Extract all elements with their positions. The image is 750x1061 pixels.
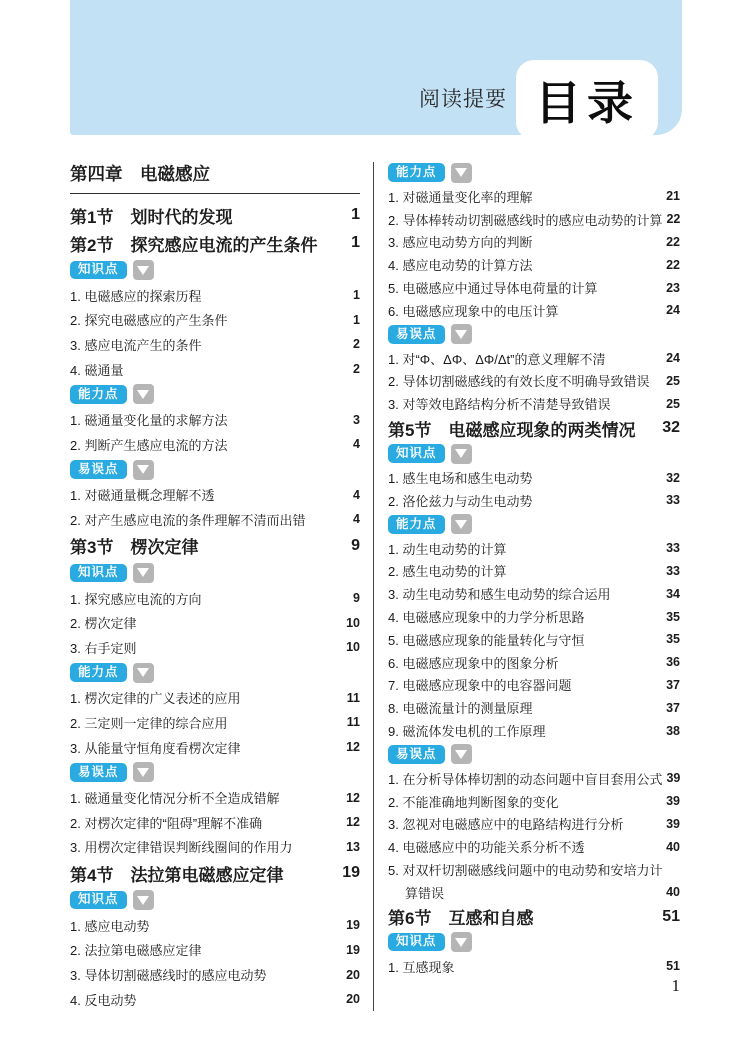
toc-item-page: 3 — [353, 412, 360, 427]
toc-item-page: 35 — [666, 632, 680, 647]
toc-item — [70, 810, 360, 835]
toc-item — [70, 407, 360, 432]
toc-item — [70, 686, 360, 711]
chevron-down-icon — [451, 744, 472, 764]
toc-item-page: 33 — [666, 493, 680, 508]
section-row — [388, 415, 680, 441]
title-box — [516, 60, 658, 140]
toc-item — [388, 628, 680, 651]
badge-ability: 能力点 — [388, 515, 445, 534]
toc-item-page: 10 — [346, 640, 360, 655]
toc-item-text: 2. 法拉第电磁感应定律 — [70, 943, 202, 959]
toc-item-page: 33 — [666, 541, 680, 556]
section-page: 1 — [351, 234, 360, 251]
toc-item-text: 2. 洛伦兹力与动生电动势 — [388, 493, 533, 509]
toc-item-text: 7. 电磁感应现象中的电容器问题 — [388, 678, 572, 694]
section-page: 32 — [662, 419, 680, 437]
toc-item — [388, 790, 680, 813]
toc-item-page: 20 — [346, 992, 360, 1007]
toc-item-text: 2. 导体棒转动切割磁感线时的感应电动势的计算 — [388, 212, 663, 228]
toc-item — [388, 231, 680, 254]
column-divider — [373, 162, 374, 1011]
toc-item-page: 34 — [666, 586, 680, 601]
badge-row-knowledge — [388, 930, 680, 955]
toc-item-text: 3. 从能量守恒角度看楞次定律 — [70, 740, 241, 756]
toc-item-text: 2. 对产生感应电流的条件理解不清而出错 — [70, 512, 306, 528]
toc-item-page: 20 — [346, 967, 360, 982]
toc-item-page: 19 — [346, 918, 360, 933]
toc-item-page: 9 — [353, 591, 360, 606]
toc-item-text: 1. 感应电动势 — [70, 918, 150, 934]
chevron-down-icon — [451, 324, 472, 344]
toc-item-text: 1. 动生电动势的计算 — [388, 541, 507, 557]
toc-item-text: 5. 对双杆切割磁感线问题中的电动势和安培力计 — [388, 863, 663, 879]
toc-item — [388, 208, 680, 231]
section-title: 第6节 互感和自感 — [388, 909, 534, 929]
toc-item-page: 2 — [353, 362, 360, 377]
chevron-down-icon — [133, 384, 154, 404]
badge-knowledge: 知识点 — [388, 444, 445, 463]
toc-item — [388, 370, 680, 393]
toc-item-page: 25 — [666, 396, 680, 411]
toc-item — [70, 483, 360, 508]
badge-knowledge: 知识点 — [388, 933, 445, 952]
toc-item-text: 3. 右手定则 — [70, 640, 137, 656]
badge-row-error — [70, 759, 360, 785]
toc-item — [388, 299, 680, 322]
toc-item-text: 1. 互感现象 — [388, 959, 455, 975]
toc-item — [388, 813, 680, 836]
toc-item — [388, 392, 680, 415]
toc-item-page: 51 — [666, 959, 680, 974]
toc-item — [388, 253, 680, 276]
toc-item-page: 25 — [666, 373, 680, 388]
toc-item-text: 2. 楞次定律 — [70, 616, 137, 632]
section-title: 第5节 电磁感应现象的两类情况 — [388, 420, 636, 440]
toc-item-page: 24 — [666, 303, 680, 318]
toc-item — [388, 696, 680, 719]
toc-item-text: 2. 探究电磁感应的产生条件 — [70, 313, 228, 329]
badge-row-error — [388, 742, 680, 767]
toc-item — [70, 357, 360, 382]
toc-item — [388, 955, 680, 978]
toc-item-page: 32 — [666, 470, 680, 485]
toc-item-text: 1. 探究感应电流的方向 — [70, 591, 202, 607]
chevron-down-icon — [133, 260, 154, 280]
page-title: 目录 — [535, 77, 639, 129]
badge-ability: 能力点 — [70, 385, 127, 404]
toc-item — [388, 347, 680, 370]
toc-item-text: 1. 楞次定律的广义表述的应用 — [70, 691, 241, 707]
section-page: 51 — [662, 907, 680, 925]
chevron-down-icon — [451, 514, 472, 534]
toc-item-text: 3. 导体切割磁感线时的感应电动势 — [70, 968, 267, 984]
toc-item-page: 23 — [666, 280, 680, 295]
badge-row-knowledge — [388, 441, 680, 466]
section-title: 第2节 探究感应电流的产生条件 — [70, 235, 318, 255]
toc-item-page: 2 — [353, 337, 360, 352]
toc-item — [388, 858, 680, 881]
toc-item-text: 3. 忽视对电磁感应中的电路结构进行分析 — [388, 817, 624, 833]
badge-row-knowledge — [70, 257, 360, 283]
toc-item-text: 1. 磁通量变化情况分析不全造成错解 — [70, 791, 280, 807]
toc-item-page: 12 — [346, 790, 360, 805]
toc-item — [388, 466, 680, 489]
toc-item — [70, 913, 360, 938]
toc-item-text: 4. 反电动势 — [70, 992, 137, 1008]
section-page: 9 — [351, 536, 360, 554]
chevron-down-icon — [451, 444, 472, 464]
toc-item-page: 38 — [666, 723, 680, 738]
badge-row-knowledge — [70, 560, 360, 586]
toc-item — [388, 582, 680, 605]
toc-item — [70, 987, 360, 1012]
toc-item-text: 5. 电磁感应现象的能量转化与守恒 — [388, 632, 585, 648]
badge-row-ability — [388, 160, 680, 185]
toc-item — [70, 710, 360, 735]
toc-item-text: 3. 用楞次定律错误判断线圈间的作用力 — [70, 840, 293, 856]
toc-item-page: 4 — [353, 437, 360, 452]
toc-item-page: 39 — [666, 816, 680, 831]
chevron-down-icon — [133, 460, 154, 480]
toc-item — [70, 635, 360, 660]
toc-item-continuation — [388, 881, 680, 904]
toc-item — [388, 489, 680, 512]
toc-item-text: 6. 电磁感应现象中的图象分析 — [388, 655, 559, 671]
toc-item-page: 35 — [666, 609, 680, 624]
section-title: 第4节 法拉第电磁感应定律 — [70, 865, 284, 885]
section-row — [70, 532, 360, 560]
badge-error: 易误点 — [70, 763, 127, 782]
toc-item-text: 1. 对磁通量变化率的理解 — [388, 189, 533, 205]
toc-item-text: 4. 感应电动势的计算方法 — [388, 258, 533, 274]
toc-item-page: 39 — [666, 794, 680, 809]
badge-knowledge: 知识点 — [70, 261, 127, 280]
badge-row-error — [70, 457, 360, 483]
section-page: 19 — [342, 864, 360, 882]
toc-item — [388, 651, 680, 674]
chevron-down-icon — [451, 163, 472, 183]
section-page: 1 — [351, 206, 360, 223]
toc-item-text: 2. 不能准确地判断图象的变化 — [388, 794, 559, 810]
toc-item-page: 40 — [666, 839, 680, 854]
toc-item-text: 4. 电磁感应中的功能关系分析不透 — [388, 840, 585, 856]
chevron-down-icon — [133, 890, 154, 910]
toc-item — [388, 767, 680, 790]
toc-item-page: 4 — [353, 512, 360, 527]
toc-item — [388, 835, 680, 858]
toc-item-page: 10 — [346, 615, 360, 630]
toc-columns — [70, 160, 682, 1011]
toc-item-page: 22 — [666, 234, 680, 249]
toc-item — [388, 185, 680, 208]
toc-item — [70, 586, 360, 611]
toc-item-page: 39 — [666, 771, 681, 786]
toc-item — [70, 610, 360, 635]
toc-item-text: 1. 感生电场和感生电动势 — [388, 471, 533, 487]
toc-item-page: 36 — [666, 655, 680, 670]
toc-item-page: 12 — [346, 815, 360, 830]
page-folio: 1 — [671, 976, 680, 995]
toc-item-page: 40 — [666, 885, 680, 900]
toc-item-page: 24 — [666, 351, 680, 366]
toc-item — [70, 735, 360, 760]
toc-item-text: 3. 感应电动势方向的判断 — [388, 235, 533, 251]
toc-item-page: 37 — [666, 700, 680, 715]
toc-item — [70, 332, 360, 357]
toc-item-page: 13 — [346, 839, 360, 854]
toc-item-text: 3. 动生电动势和感生电动势的综合运用 — [388, 587, 611, 603]
read-summary-label: 阅读提要 — [419, 88, 507, 111]
chapter-heading: 第四章 电磁感应 — [70, 160, 360, 194]
badge-row-ability — [70, 660, 360, 686]
toc-item — [70, 835, 360, 860]
section-row — [70, 229, 360, 257]
toc-item-text: 算错误 — [405, 885, 445, 901]
chevron-down-icon — [133, 563, 154, 583]
toc-item — [388, 719, 680, 742]
toc-item-page: 37 — [666, 677, 680, 692]
toc-item — [388, 674, 680, 697]
toc-item-page: 11 — [346, 690, 360, 705]
toc-item — [70, 308, 360, 333]
section-title: 第3节 楞次定律 — [70, 538, 199, 558]
toc-item-text: 5. 电磁感应中通过导体电荷量的计算 — [388, 281, 598, 297]
toc-item-text: 4. 磁通量 — [70, 362, 124, 378]
toc-item-text: 9. 磁流体发电机的工作原理 — [388, 724, 546, 740]
toc-item-page: 12 — [346, 740, 360, 755]
toc-item-text: 2. 三定则一定律的综合应用 — [70, 715, 228, 731]
badge-row-knowledge — [70, 887, 360, 913]
chevron-down-icon — [133, 762, 154, 782]
toc-item-text: 2. 感生电动势的计算 — [388, 564, 507, 580]
toc-item — [388, 605, 680, 628]
badge-row-error — [388, 322, 680, 347]
badge-row-ability — [70, 381, 360, 407]
badge-ability: 能力点 — [70, 663, 127, 682]
toc-item-page: 1 — [353, 288, 360, 303]
toc-item-page: 33 — [666, 563, 680, 578]
toc-item-page: 4 — [353, 487, 360, 502]
section-row — [388, 904, 680, 930]
badge-ability: 能力点 — [388, 163, 445, 182]
badge-knowledge: 知识点 — [70, 564, 127, 583]
toc-item-text: 1. 对“Φ、ΔΦ、ΔΦ/Δt”的意义理解不清 — [388, 351, 606, 367]
toc-item — [70, 507, 360, 532]
chevron-down-icon — [451, 932, 472, 952]
toc-item — [388, 537, 680, 560]
header-banner — [70, 0, 682, 135]
toc-item-text: 2. 导体切割磁感线的有效长度不明确导致错误 — [388, 374, 650, 390]
badge-error: 易误点 — [388, 745, 445, 764]
toc-item-page: 11 — [346, 715, 360, 730]
toc-item — [70, 962, 360, 987]
toc-item-text: 6. 电磁感应现象中的电压计算 — [388, 303, 559, 319]
badge-row-ability — [388, 512, 680, 537]
toc-item-text: 1. 对磁通量概念理解不透 — [70, 488, 215, 504]
toc-item-text: 3. 对等效电路结构分析不清楚导致错误 — [388, 397, 611, 413]
toc-column-right — [388, 160, 680, 1011]
section-row — [70, 201, 360, 229]
toc-item-text: 1. 电磁感应的探索历程 — [70, 288, 202, 304]
badge-error: 易误点 — [70, 460, 127, 479]
section-row — [70, 859, 360, 887]
toc-item — [70, 432, 360, 457]
section-title: 第1节 划时代的发现 — [70, 207, 233, 227]
toc-item-page: 21 — [666, 189, 680, 204]
toc-item-text: 1. 磁通量变化量的求解方法 — [70, 413, 228, 429]
toc-item-text: 2. 判断产生感应电流的方法 — [70, 437, 228, 453]
badge-error: 易误点 — [388, 325, 445, 344]
badge-knowledge: 知识点 — [70, 891, 127, 910]
chevron-down-icon — [133, 663, 154, 683]
toc-item — [70, 283, 360, 308]
toc-item-page: 19 — [346, 942, 360, 957]
toc-item-text: 3. 感应电流产生的条件 — [70, 337, 202, 353]
toc-item-text: 2. 对楞次定律的“阻碍”理解不准确 — [70, 815, 263, 831]
toc-item — [70, 785, 360, 810]
toc-item — [70, 938, 360, 963]
toc-item-text: 8. 电磁流量计的测量原理 — [388, 701, 533, 717]
toc-item-text: 1. 在分析导体棒切割的动态问题中盲目套用公式 — [388, 771, 663, 787]
toc-item-page: 22 — [666, 212, 681, 227]
toc-item-page: 1 — [353, 312, 360, 327]
toc-item-text: 4. 电磁感应现象中的力学分析思路 — [388, 610, 585, 626]
toc-item — [388, 276, 680, 299]
toc-item — [388, 560, 680, 583]
toc-item-page: 22 — [666, 257, 680, 272]
toc-column-left — [70, 160, 360, 1011]
